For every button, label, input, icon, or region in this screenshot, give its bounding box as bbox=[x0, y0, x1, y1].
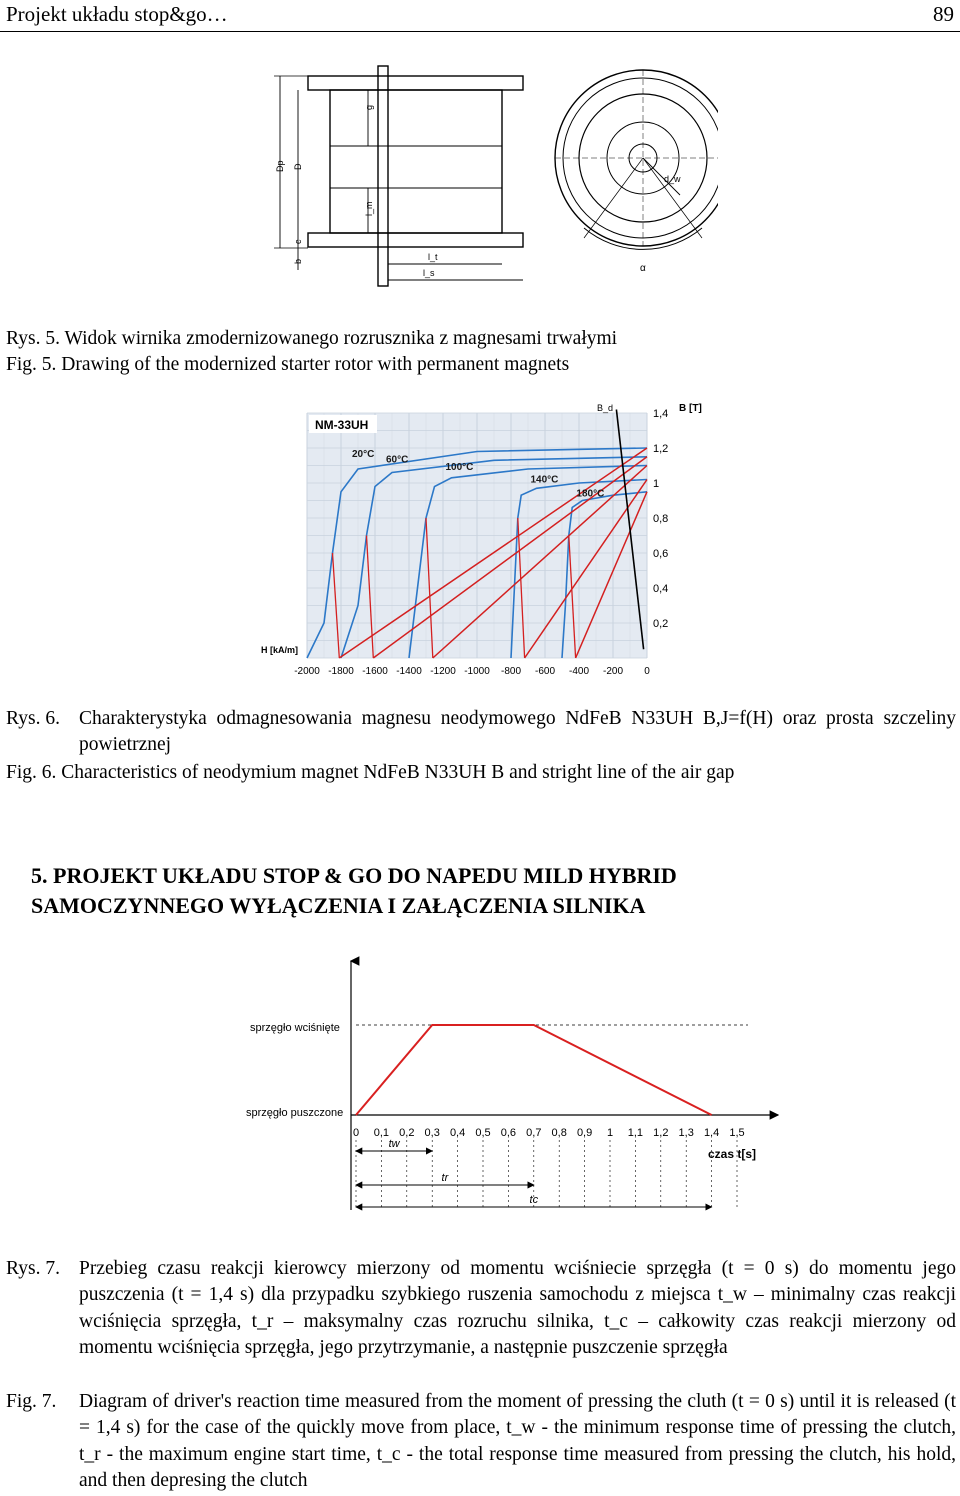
material-label: NM-33UH bbox=[315, 418, 369, 432]
figure6-caption-pl-text: Charakterystyka odmagnesowania magnesu neodymowego NdFeB N33UH B,J=f(H) oraz prosta szczeliny powietrznej bbox=[79, 708, 956, 756]
figure5-caption-pl: Rys. 5. Widok wirnika zmodernizowanego rozrusznika z magnesami trwałymi bbox=[6, 328, 618, 349]
page-header bbox=[0, 0, 960, 30]
y-axis-label: B [T] bbox=[679, 403, 702, 414]
dim-label-lm: l_m bbox=[364, 201, 374, 216]
running-title: Projekt układu stop&go… bbox=[6, 2, 228, 26]
dim-label-ls: l_s bbox=[423, 268, 435, 278]
dim-label-b: b bbox=[293, 258, 303, 264]
temperature-label: 60°C bbox=[386, 454, 409, 466]
section-heading-line2: SAMOCZYNNEGO WYŁĄCZENIA I ZAŁĄCZENIA SILNIKA bbox=[31, 893, 646, 918]
figure5-caption-en: Fig. 5. Drawing of the modernized starter rotor with permanent magnets bbox=[6, 354, 570, 375]
figure6-caption-en: Fig. 6. Characteristics of neodymium magnet NdFeB N33UH B and stright line of the air gap bbox=[6, 762, 735, 783]
chart7-time-intervals bbox=[356, 1138, 712, 1207]
time-tick-label: 0,8 bbox=[551, 1127, 567, 1139]
dim-label-c: c bbox=[293, 239, 303, 244]
time-tick-label: 0,4 bbox=[449, 1127, 466, 1139]
x-tick-label: -600 bbox=[534, 666, 556, 677]
x-axis-label: H [kA/m] bbox=[261, 645, 299, 655]
interval-tr-label: tr bbox=[441, 1172, 449, 1184]
time-tick-label: 1,5 bbox=[729, 1127, 745, 1139]
y-tick-label: 0,2 bbox=[653, 618, 669, 630]
figure6-caption-pl bbox=[6, 706, 956, 759]
x-tick-label: -2000 bbox=[294, 666, 320, 677]
figure7-caption-pl-text: Przebieg czasu reakcji kierowcy mierzony od momentu wciśniecie sprzęgła (t = 0 s) do momentu jego puszczenia (t = 1,4 s) dla przypadku szybkiego ruszenia samochodu z miejsca t_w – minimalny czas reakcji wciśnięcia sprzęgła, t_r – maksymalny czas rozruchu silnika, t_c – całkowity czas reakcji mierzony od momentu wciśnięcia sprzęgła, jego przytrzymanie, a następnie puszczenie sprzęgła bbox=[79, 1258, 956, 1358]
time-tick-label: 0,5 bbox=[475, 1127, 491, 1139]
label-clutch-released: sprzęgło puszczone bbox=[246, 1107, 344, 1119]
air-gap-label: B_d bbox=[597, 403, 614, 413]
rotor-side-view bbox=[274, 66, 523, 286]
x-tick-label: -1800 bbox=[328, 666, 354, 677]
time-tick-label: 1 bbox=[606, 1127, 614, 1139]
rotor-drawing bbox=[268, 58, 718, 293]
x-tick-label: -1600 bbox=[362, 666, 388, 677]
x-tick-label: -200 bbox=[602, 666, 624, 677]
x-tick-label: -800 bbox=[500, 666, 522, 677]
dim-label-lt: l_t bbox=[428, 252, 438, 262]
time-tick-label: 1,3 bbox=[678, 1127, 694, 1139]
temperature-label: 180°C bbox=[576, 488, 605, 500]
time-tick-label: 0,3 bbox=[424, 1127, 440, 1139]
time-tick-label: 0,7 bbox=[526, 1127, 542, 1139]
section-heading-line1: 5. PROJEKT UKŁADU STOP & GO DO NAPEDU MILD HYBRID bbox=[31, 863, 677, 888]
figure7-caption-en bbox=[6, 1389, 956, 1494]
figure7-caption-en-label: Fig. 7. bbox=[6, 1391, 57, 1412]
x-tick-label: 0 bbox=[644, 666, 650, 677]
rotor-front-view bbox=[555, 70, 718, 249]
interval-tw-label: tw bbox=[388, 1138, 400, 1150]
clutch-timing-diagram bbox=[238, 955, 798, 1220]
y-tick-label: 0,8 bbox=[653, 513, 669, 525]
time-axis-label: czas t[s] bbox=[708, 1147, 757, 1161]
rotor-dimension-labels bbox=[275, 105, 438, 278]
y-tick-label: 0,6 bbox=[653, 548, 669, 560]
x-tick-label: -400 bbox=[568, 666, 590, 677]
y-tick-label: 1 bbox=[653, 478, 660, 490]
temperature-label: 100°C bbox=[445, 461, 474, 473]
y-tick-label: 0,4 bbox=[653, 583, 669, 595]
dim-label-Dp: Dp bbox=[275, 160, 285, 172]
time-tick-label: 1,2 bbox=[653, 1127, 669, 1139]
interval-tc-label: tc bbox=[529, 1194, 539, 1206]
figure6-caption-pl-label: Rys. 6. bbox=[6, 708, 60, 729]
figure7-caption-pl bbox=[6, 1256, 956, 1361]
time-tick-label: 1,1 bbox=[627, 1127, 644, 1139]
temperature-label: 20°C bbox=[352, 449, 375, 460]
figure7-caption-pl-label: Rys. 7. bbox=[6, 1258, 60, 1279]
dim-label-dw: d_w bbox=[664, 174, 681, 184]
page-number: 89 bbox=[933, 2, 954, 26]
dim-label-alpha: α bbox=[640, 263, 646, 274]
time-tick-label: 1,4 bbox=[703, 1127, 720, 1139]
clutch-profile-line bbox=[356, 1025, 712, 1115]
figure7-caption-en-text: Diagram of driver's reaction time measured from the moment of pressing the cluth (t = 0 s) until it is released (t = 1,4 s) for the case of the quickly move from place, t_w - the minimum response time of pressing the clutch, t_r - the maximum engine start time, t_c - the total response time measured from pressing the clutch, his hold, and then depresing the clutch bbox=[79, 1391, 956, 1491]
x-tick-label: -1000 bbox=[464, 666, 490, 677]
chart7-x-ticks bbox=[353, 1127, 745, 1207]
x-tick-label: -1400 bbox=[396, 666, 422, 677]
x-tick-label: -1200 bbox=[430, 666, 456, 677]
dim-label-D: D bbox=[293, 163, 303, 170]
label-clutch-pressed: sprzęgło wciśnięte bbox=[250, 1022, 340, 1034]
time-tick-label: 0,2 bbox=[399, 1127, 415, 1139]
dim-label-g: g bbox=[364, 104, 374, 110]
time-tick-label: 0,6 bbox=[500, 1127, 517, 1139]
temperature-label: 140°C bbox=[530, 474, 559, 486]
time-tick-label: 0,9 bbox=[576, 1127, 593, 1139]
time-tick-label: 0 bbox=[352, 1127, 360, 1139]
demagnetization-chart bbox=[257, 395, 707, 690]
y-tick-label: 1,4 bbox=[653, 408, 669, 420]
header-rule bbox=[0, 31, 960, 32]
time-tick-label: 0,1 bbox=[373, 1127, 390, 1139]
y-tick-label: 1,2 bbox=[653, 443, 669, 455]
